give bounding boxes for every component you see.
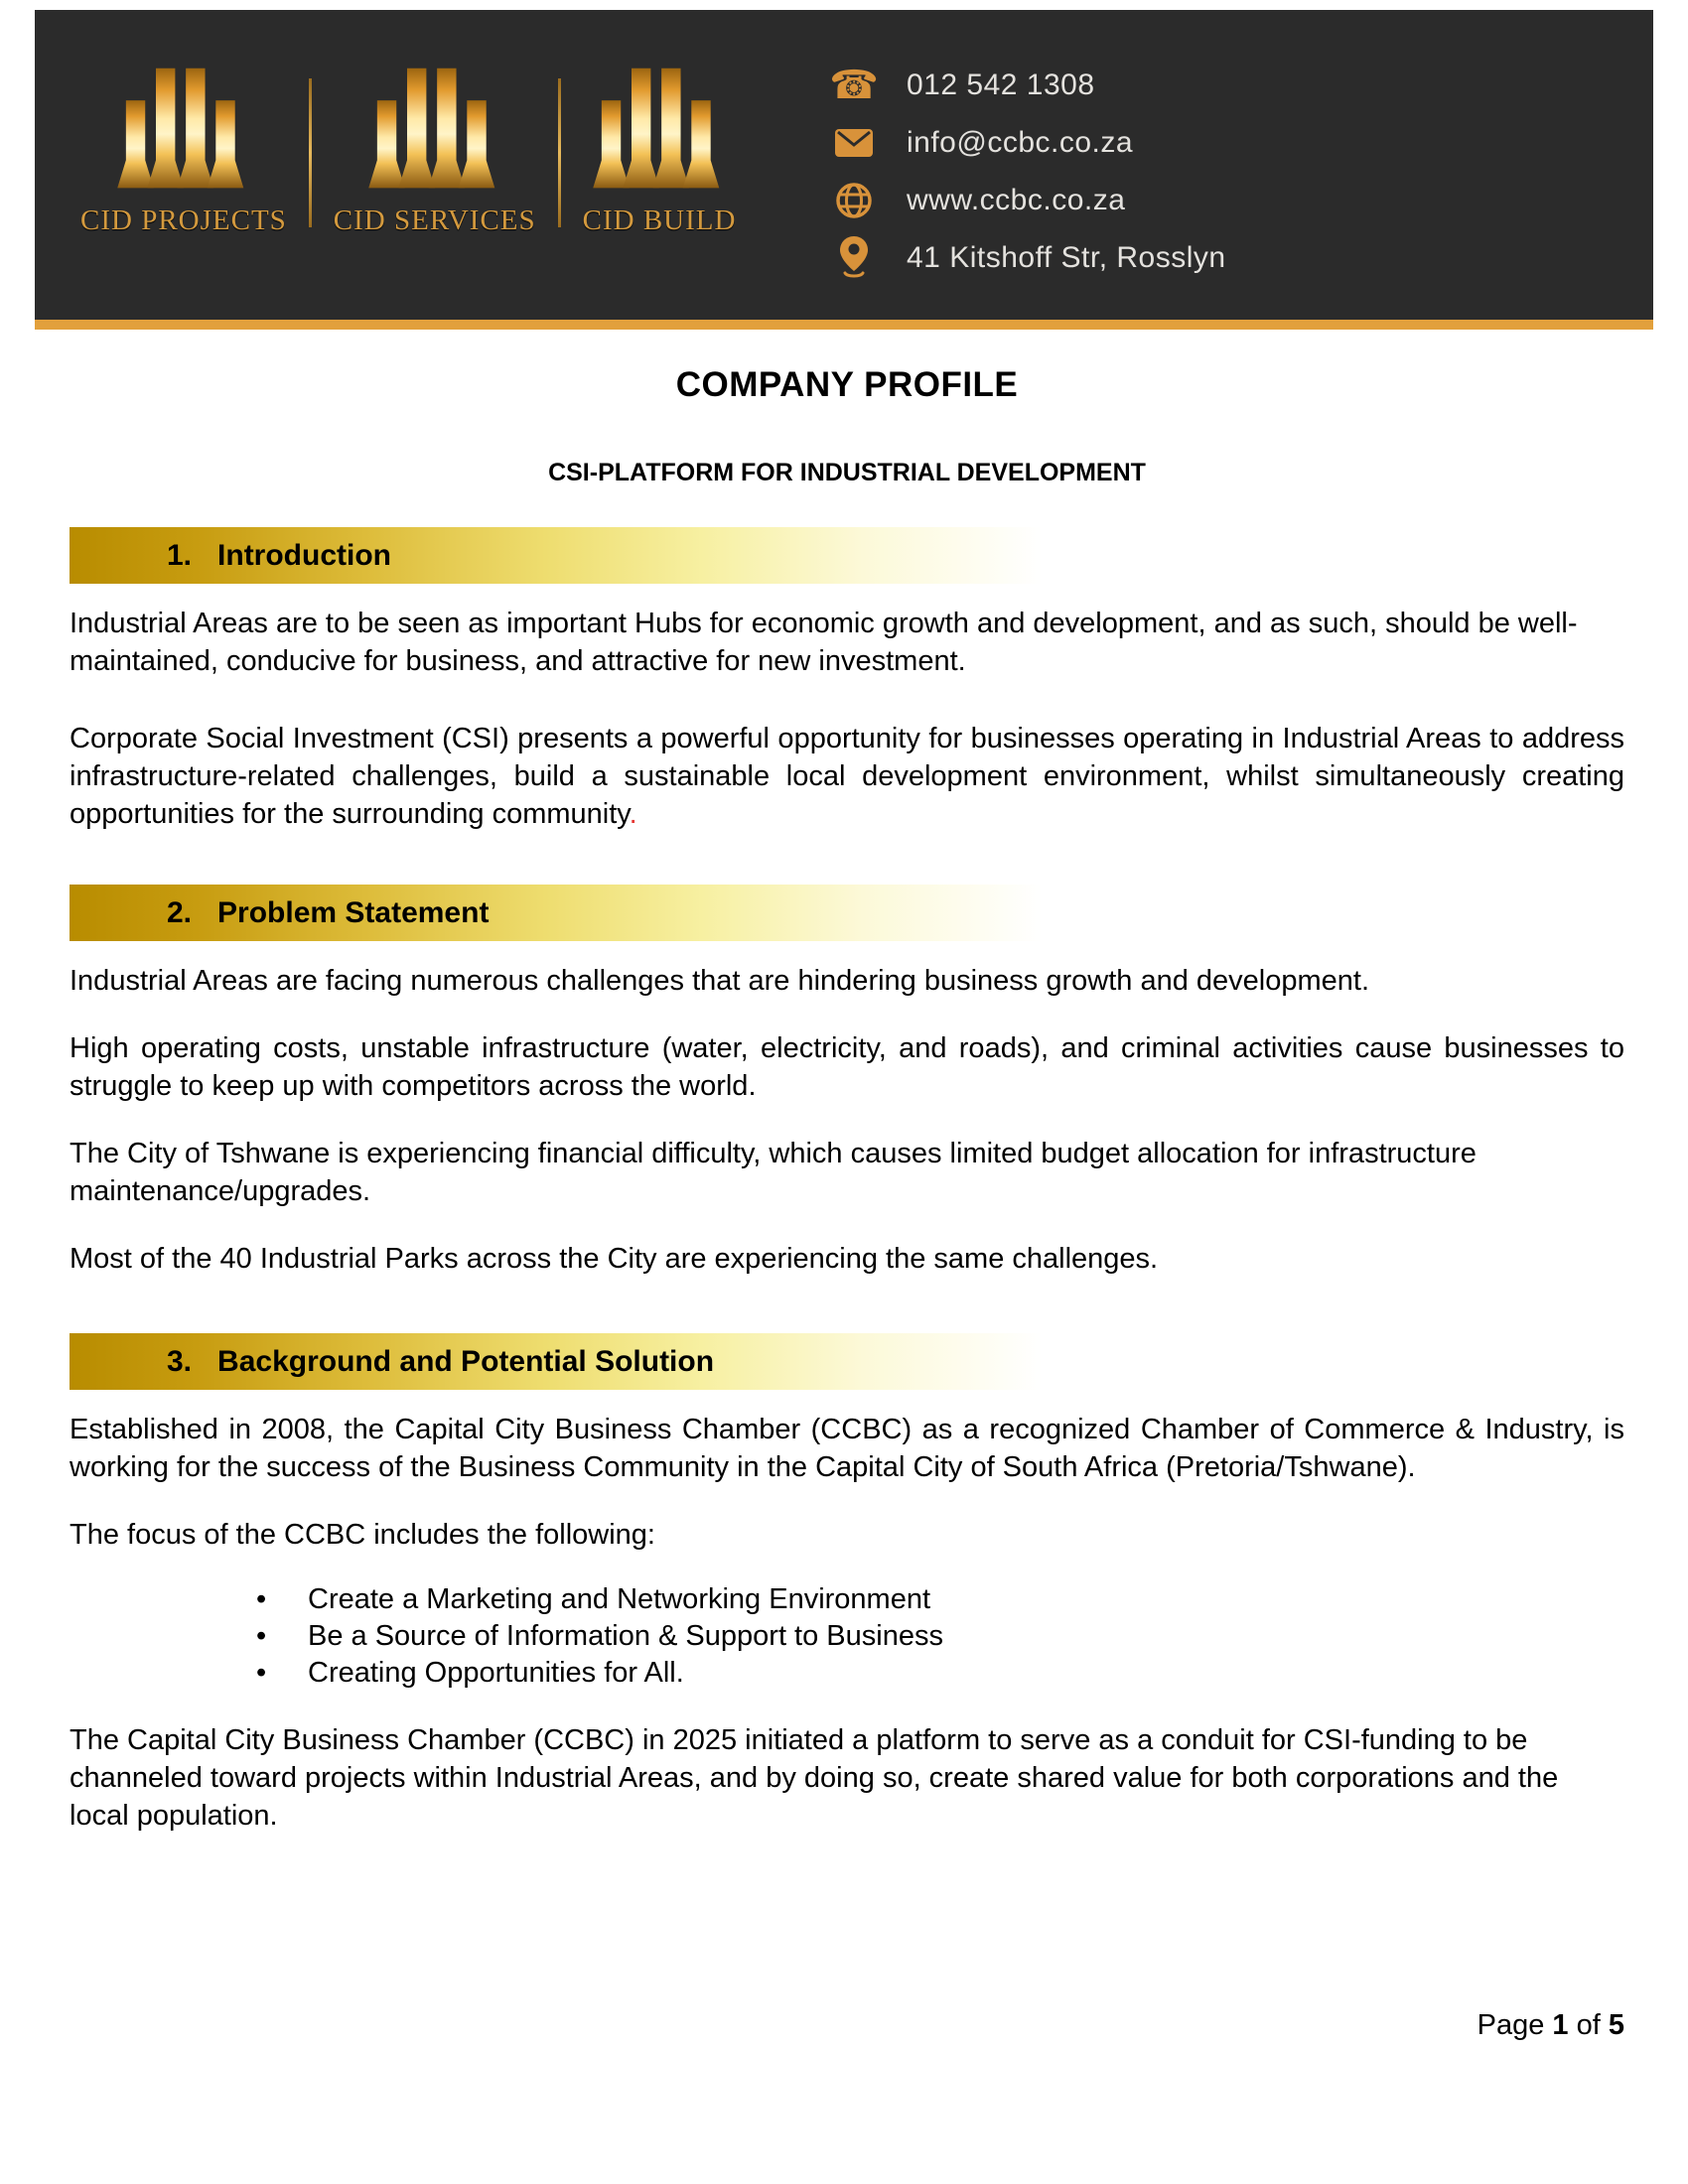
footer-prefix: Page: [1477, 2009, 1545, 2041]
section-heading-background-solution: [70, 1333, 1127, 1390]
paragraph: [70, 720, 1624, 833]
section-number: 1.: [167, 538, 193, 572]
paragraph: Established in 2008, the Capital City Business Chamber (CCBC) as a recognized Chamber of Commerce & Industry, is working for the success of the Business Community in the Capital City of South Africa (Pretoria/Tshwane).: [70, 1414, 1624, 1483]
contact-text: 012 542 1308: [907, 68, 1095, 101]
footer-page-number: 1: [1552, 2009, 1569, 2041]
globe-icon: [831, 182, 877, 219]
focus-bullet-list: [256, 1581, 1624, 1692]
brand-label: CID SERVICES: [333, 205, 536, 236]
contact-email: [831, 119, 1226, 166]
brand-divider: [309, 78, 312, 227]
section-number: 2.: [167, 895, 193, 929]
page-footer: [1477, 2009, 1624, 2042]
contact-address: [831, 234, 1226, 281]
page-subtitle: CSI-PLATFORM FOR INDUSTRIAL DEVELOPMENT: [548, 459, 1146, 486]
brand-label: CID PROJECTS: [80, 205, 287, 236]
phone-icon: ☎: [829, 62, 879, 108]
email-icon: [831, 128, 877, 158]
paragraph: Industrial Areas are facing numerous challenges that are hindering business growth and development.: [70, 965, 1370, 997]
contact-text: 41 Kitshoff Str, Rosslyn: [907, 240, 1226, 274]
contact-text: www.ccbc.co.za: [907, 183, 1126, 216]
section-title: Background and Potential Solution: [217, 1344, 715, 1378]
page-header: [35, 10, 1653, 330]
section-number: 3.: [167, 1344, 193, 1378]
list-item: • Create a Marketing and Networking Environment: [256, 1581, 1624, 1618]
section-heading-introduction: [70, 527, 1127, 584]
list-item: • Be a Source of Information & Support to Business: [256, 1618, 1624, 1655]
brand-divider: [558, 78, 561, 227]
section-heading-problem-statement: [70, 885, 1127, 941]
columns-logo-icon: [361, 58, 508, 197]
paragraph: Industrial Areas are to be seen as important Hubs for economic growth and development, and as such, should be well-maintained, conducive for business, and attractive for new investment.: [70, 608, 1578, 677]
footer-of: of: [1576, 2009, 1601, 2041]
contact-block: [831, 62, 1226, 281]
paragraph: The Capital City Business Chamber (CCBC) in 2025 initiated a platform to serve as a conduit for CSI-funding to be channeled toward projects within Industrial Areas, and by doing so, create shared value for both corporations and the local population.: [70, 1724, 1559, 1832]
paragraph-text: Corporate Social Investment (CSI) presents a powerful opportunity for businesses operating in Industrial Areas to address infrastructure-related challenges, build a sustainable local development environment, whilst simultaneously creating opportunities for the surrounding community: [70, 723, 1624, 830]
brand-cid-services: [316, 58, 554, 237]
columns-logo-icon: [586, 58, 733, 197]
brand-cid-build: [565, 58, 755, 237]
footer-total-pages: 5: [1608, 2009, 1624, 2041]
paragraph: The focus of the CCBC includes the following:: [70, 1519, 655, 1551]
contact-phone: [831, 62, 1226, 108]
location-icon: [831, 235, 877, 281]
contact-website: [831, 177, 1226, 223]
brand-cid-projects: [63, 58, 305, 237]
brand-label: CID BUILD: [582, 205, 737, 236]
page-title: COMPANY PROFILE: [675, 365, 1019, 404]
columns-logo-icon: [110, 58, 257, 197]
paragraph: Most of the 40 Industrial Parks across the City are experiencing the same challenges.: [70, 1243, 1159, 1275]
list-item: • Creating Opportunities for All.: [256, 1655, 1624, 1692]
red-period: .: [629, 798, 637, 830]
document-body: [70, 340, 1624, 1835]
paragraph: High operating costs, unstable infrastructure (water, electricity, and roads), and criminal activities cause businesses to struggle to keep up with competitors across the world.: [70, 1032, 1624, 1102]
contact-text: info@ccbc.co.za: [907, 125, 1134, 159]
paragraph: The City of Tshwane is experiencing financial difficulty, which causes limited budget allocation for infrastructure maintenance/upgrades.: [70, 1138, 1477, 1207]
brand-logos: [63, 58, 754, 237]
section-title: Problem Statement: [217, 895, 490, 929]
section-title: Introduction: [217, 538, 391, 572]
